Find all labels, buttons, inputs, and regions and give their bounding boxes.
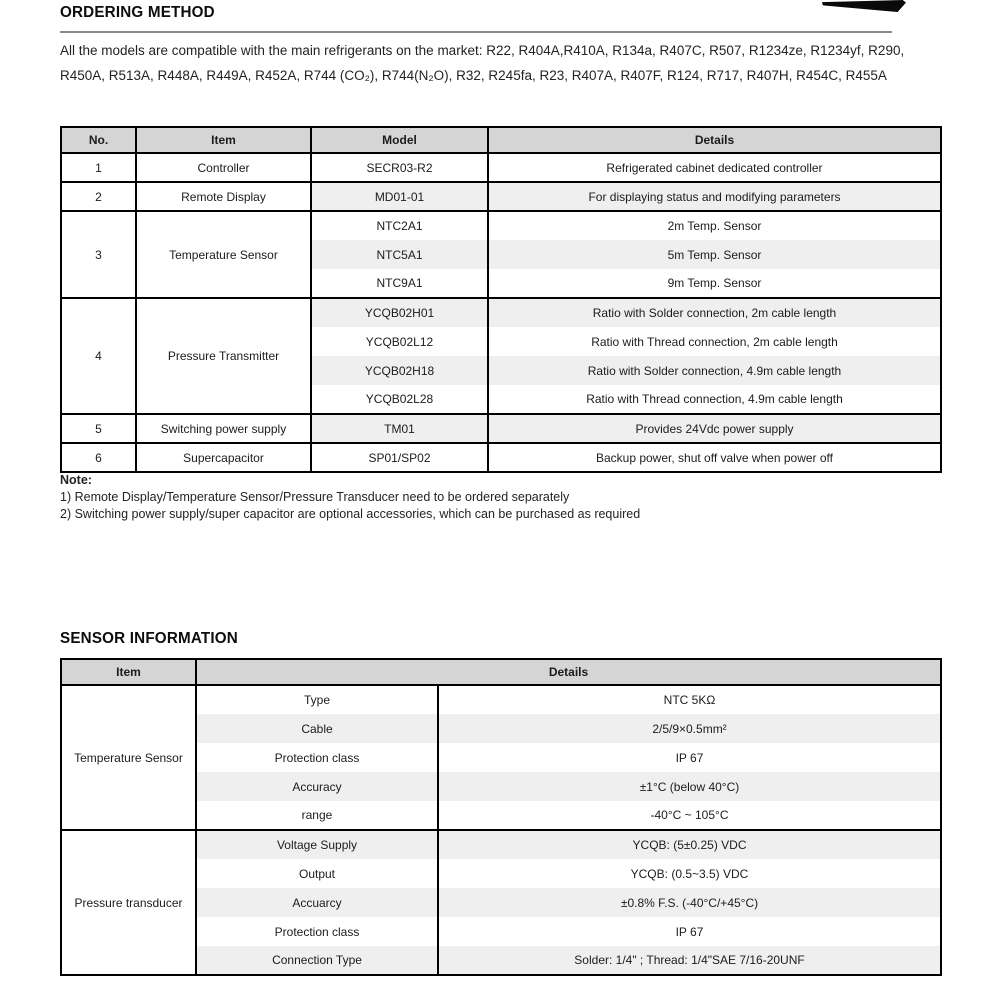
cell-property: Protection class: [196, 917, 438, 946]
cell-property: Output: [196, 859, 438, 888]
cell-property: Protection class: [196, 743, 438, 772]
cell-value: -40°C ~ 105°C: [438, 801, 941, 830]
cell-property: range: [196, 801, 438, 830]
cell-item: Temperature Sensor: [136, 211, 311, 298]
corner-decoration: [822, 0, 906, 12]
cell-value: IP 67: [438, 917, 941, 946]
cell-details: 9m Temp. Sensor: [488, 269, 941, 298]
cell-item: Pressure Transmitter: [136, 298, 311, 414]
cell-details: Refrigerated cabinet dedicated controller: [488, 153, 941, 182]
ordering-header-item: Item: [136, 127, 311, 153]
cell-item: Remote Display: [136, 182, 311, 211]
cell-model: YCQB02L12: [311, 327, 488, 356]
table-row: [61, 153, 941, 182]
cell-item: Controller: [136, 153, 311, 182]
cell-model: NTC9A1: [311, 269, 488, 298]
table-row: [61, 414, 941, 443]
ordering-header-no: No.: [61, 127, 136, 153]
cell-value: YCQB: (5±0.25) VDC: [438, 830, 941, 859]
cell-details: Ratio with Thread connection, 4.9m cable length: [488, 385, 941, 414]
table-row: [61, 298, 941, 327]
cell-property: Accuracy: [196, 772, 438, 801]
cell-item: Supercapacitor: [136, 443, 311, 472]
section-title-sensor-information: SENSOR INFORMATION: [60, 630, 238, 647]
sensor-header-item: Item: [61, 659, 196, 685]
cell-model: NTC2A1: [311, 211, 488, 240]
cell-item: Pressure transducer: [61, 830, 196, 975]
cell-model: SP01/SP02: [311, 443, 488, 472]
sensor-table: [60, 658, 942, 976]
cell-no: 5: [61, 414, 136, 443]
cell-no: 1: [61, 153, 136, 182]
cell-value: Solder: 1/4" ; Thread: 1/4"SAE 7/16-20UNF: [438, 946, 941, 975]
table-row: [61, 830, 941, 859]
ordering-header-details: Details: [488, 127, 941, 153]
cell-model: YCQB02H01: [311, 298, 488, 327]
cell-value: YCQB: (0.5~3.5) VDC: [438, 859, 941, 888]
note-line: 1) Remote Display/Temperature Sensor/Pressure Transducer need to be ordered separately: [60, 490, 570, 504]
cell-value: ±1°C (below 40°C): [438, 772, 941, 801]
note-title: Note:: [60, 473, 92, 487]
cell-item: Switching power supply: [136, 414, 311, 443]
table-row: [61, 443, 941, 472]
notes: [60, 472, 920, 523]
cell-no: 3: [61, 211, 136, 298]
section-title-ordering-method: ORDERING METHOD: [60, 4, 215, 21]
cell-value: ±0.8% F.S. (-40°C/+45°C): [438, 888, 941, 917]
note-line: 2) Switching power supply/super capacitor are optional accessories, which can be purchased as required: [60, 507, 641, 521]
cell-no: 6: [61, 443, 136, 472]
cell-no: 2: [61, 182, 136, 211]
ordering-table: [60, 126, 942, 473]
cell-model: YCQB02L28: [311, 385, 488, 414]
cell-details: For displaying status and modifying parameters: [488, 182, 941, 211]
ordering-header-model: Model: [311, 127, 488, 153]
cell-model: YCQB02H18: [311, 356, 488, 385]
sensor-header-details: Details: [196, 659, 941, 685]
cell-model: SECR03-R2: [311, 153, 488, 182]
cell-model: TM01: [311, 414, 488, 443]
cell-details: 2m Temp. Sensor: [488, 211, 941, 240]
table-row: [61, 685, 941, 714]
table-header-row: [61, 659, 941, 685]
cell-item: Temperature Sensor: [61, 685, 196, 830]
cell-property: Voltage Supply: [196, 830, 438, 859]
cell-value: 2/5/9×0.5mm²: [438, 714, 941, 743]
table-header-row: [61, 127, 941, 153]
cell-details: Provides 24Vdc power supply: [488, 414, 941, 443]
cell-property: Cable: [196, 714, 438, 743]
table-row: [61, 182, 941, 211]
cell-details: Backup power, shut off valve when power off: [488, 443, 941, 472]
title-rule: [60, 31, 892, 33]
cell-details: 5m Temp. Sensor: [488, 240, 941, 269]
cell-value: NTC 5KΩ: [438, 685, 941, 714]
cell-property: Type: [196, 685, 438, 714]
cell-details: Ratio with Solder connection, 4.9m cable length: [488, 356, 941, 385]
cell-details: Ratio with Solder connection, 2m cable length: [488, 298, 941, 327]
refrigerants-paragraph: All the models are compatible with the main refrigerants on the market: R22, R404A,R410A, R134a, R407C, R507, R1234ze, R1234yf, R290, R450A, R513A, R448A, R449A, R452A, R744 (CO₂), R744(N₂O), R32, R245fa, R23, R407A, R407F, R124, R717, R407H, R454C, R455A: [60, 43, 905, 83]
table-row: [61, 211, 941, 240]
cell-property: Connection Type: [196, 946, 438, 975]
cell-model: NTC5A1: [311, 240, 488, 269]
cell-details: Ratio with Thread connection, 2m cable length: [488, 327, 941, 356]
cell-property: Accuarcy: [196, 888, 438, 917]
cell-model: MD01-01: [311, 182, 488, 211]
cell-value: IP 67: [438, 743, 941, 772]
cell-no: 4: [61, 298, 136, 414]
